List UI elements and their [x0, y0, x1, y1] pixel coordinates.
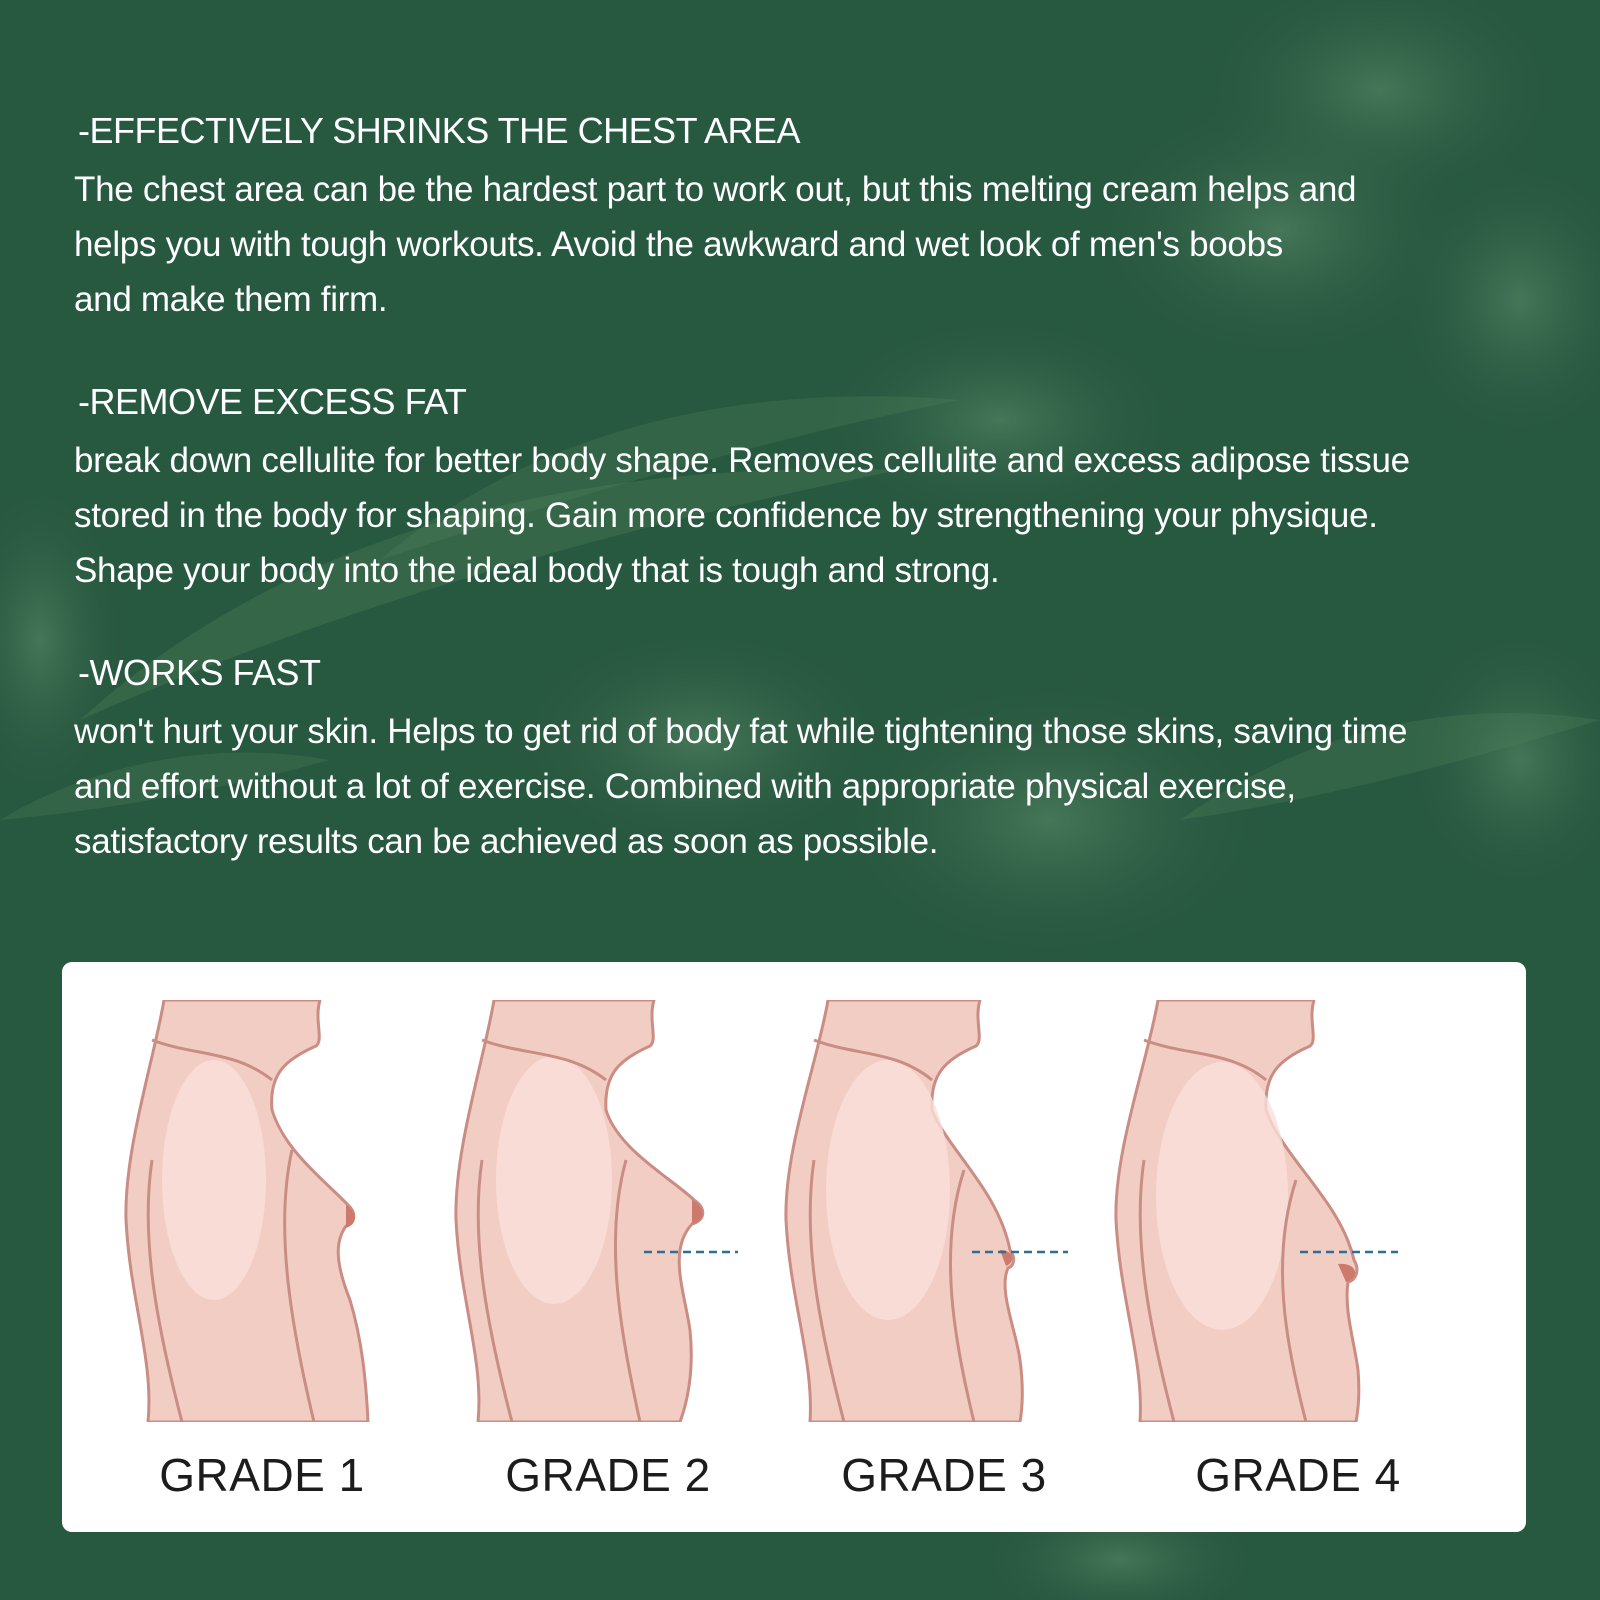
feature-text-line: and make them firm. — [74, 280, 388, 319]
feature-section-shrinks-chest — [74, 108, 1544, 327]
feature-text-line: stored in the body for shaping. Gain more confidence by strengthening your physique. — [74, 496, 1378, 535]
torso-illustration-grade-3 — [784, 1000, 1104, 1422]
feature-heading: -EFFECTIVELY SHRINKS THE CHEST AREA — [78, 110, 801, 151]
feature-text-line: won't hurt your skin. Helps to get rid of body fat while tightening those skins, saving time — [74, 712, 1408, 751]
grade-label-4: GRADE 4 — [1195, 1449, 1401, 1501]
feature-text-line: and effort without a lot of exercise. Combined with appropriate physical exercise, — [74, 767, 1296, 806]
feature-text-line: The chest area can be the hardest part to work out, but this melting cream helps and — [74, 170, 1357, 209]
torso-illustration-grade-4 — [1114, 1000, 1434, 1422]
feature-section-works-fast — [74, 650, 1544, 869]
torso-illustration-grade-1 — [124, 1000, 444, 1422]
description-content — [74, 108, 1544, 921]
grade-label-1: GRADE 1 — [159, 1449, 365, 1501]
feature-heading: -REMOVE EXCESS FAT — [78, 381, 467, 422]
feature-text-line: Shape your body into the ideal body that is tough and strong. — [74, 551, 1000, 590]
feature-text-line: satisfactory results can be achieved as soon as possible. — [74, 822, 939, 861]
grade-label-2: GRADE 2 — [505, 1449, 711, 1501]
feature-section-remove-fat — [74, 379, 1544, 598]
gynecomastia-grade-card — [62, 962, 1526, 1532]
feature-heading: -WORKS FAST — [78, 652, 321, 693]
grade-label-3: GRADE 3 — [841, 1449, 1047, 1501]
feature-text-line: helps you with tough workouts. Avoid the awkward and wet look of men's boobs — [74, 225, 1283, 264]
torso-illustration-grade-2 — [454, 1000, 774, 1422]
feature-text-line: break down cellulite for better body shape. Removes cellulite and excess adipose tissue — [74, 441, 1410, 480]
